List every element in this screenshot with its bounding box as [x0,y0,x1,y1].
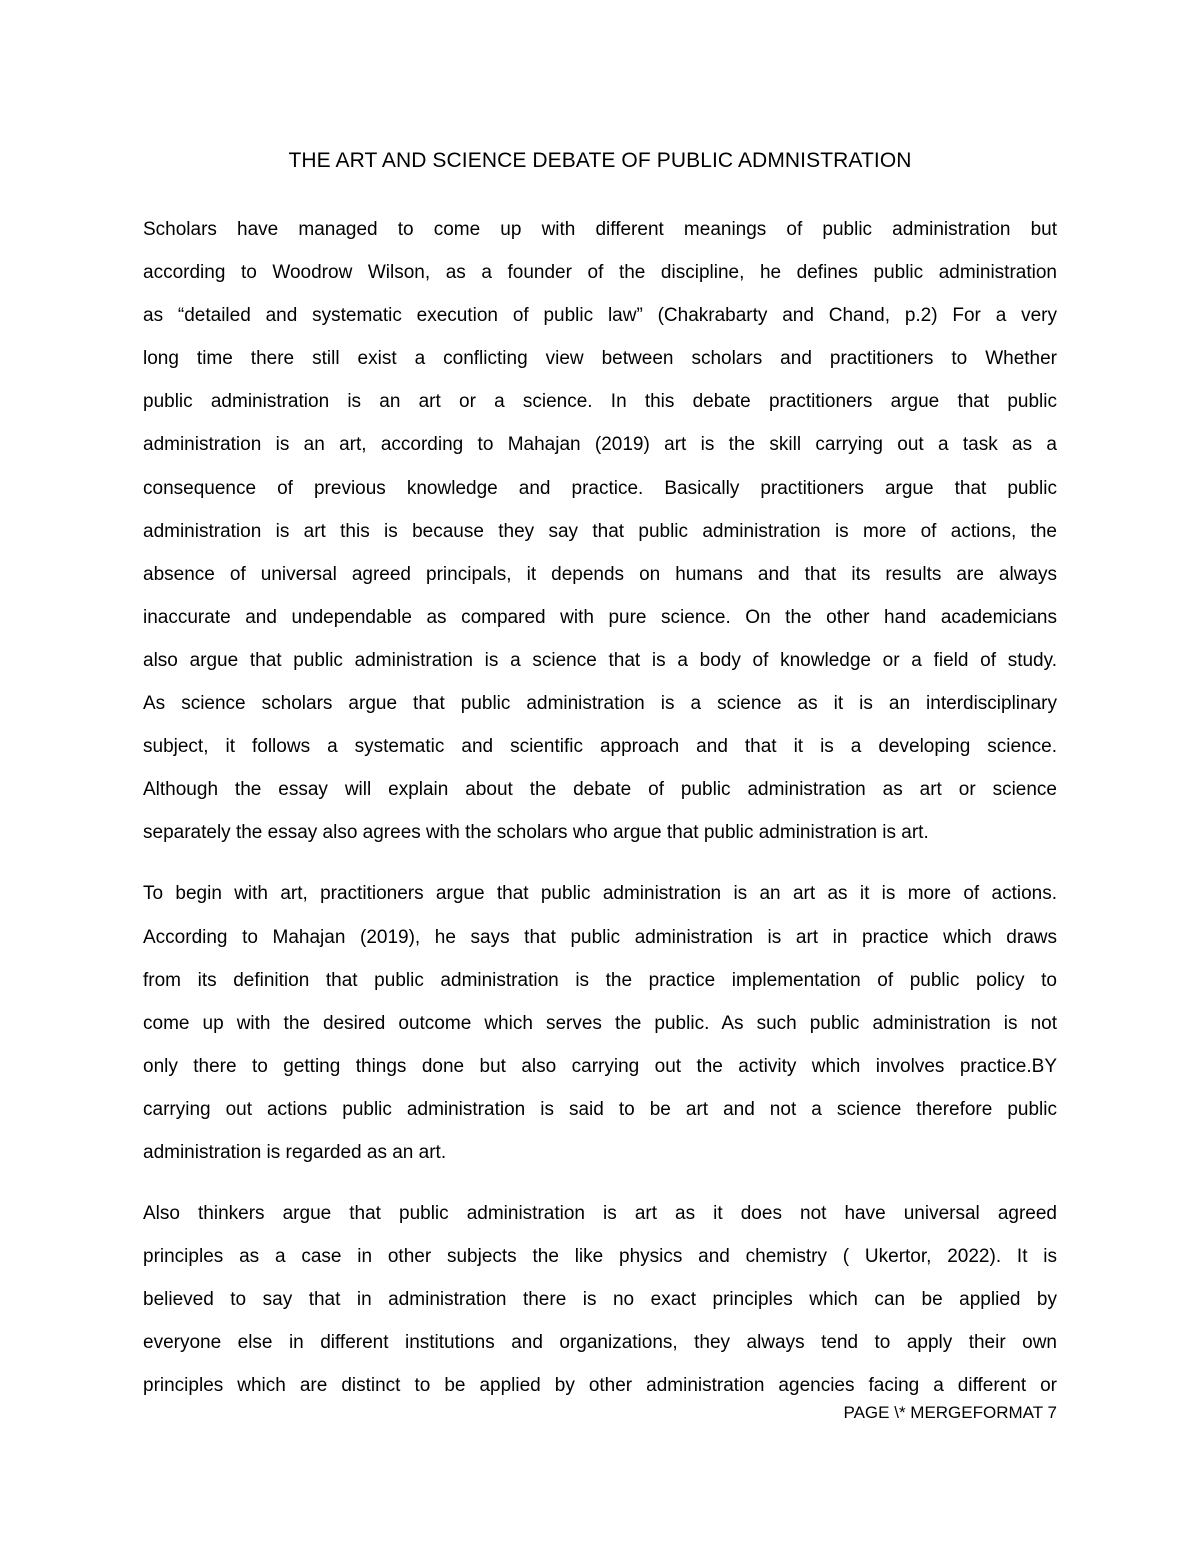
paragraph-1 [143,208,1057,854]
text-line: absence of universal agreed principals, it depends on humans and that its results are always [143,563,1057,585]
text-line: carrying out actions public administration is said to be art and not a science therefore public [143,1098,1057,1120]
text-line: administration is regarded as an art. [143,1141,447,1163]
text-line: principles which are distinct to be applied by other administration agencies facing a different or [143,1375,1057,1397]
text-line: according to Woodrow Wilson, as a founder of the discipline, he defines public administration [143,262,1057,284]
text-line: also argue that public administration is a science that is a body of knowledge or a field of study. [143,649,1057,671]
text-line: To begin with art, practitioners argue that public administration is an art as it is more of actions. [143,883,1057,905]
text-line: According to Mahajan (2019), he says that public administration is art in practice which draws [143,926,1057,948]
paragraph-2 [143,872,1057,1174]
document-body [143,208,1057,1408]
text-line: inaccurate and undependable as compared with pure science. On the other hand academicians [143,606,1057,628]
text-line: separately the essay also agrees with the scholars who argue that public administration is art. [143,822,929,844]
text-line: from its definition that public administration is the practice implementation of public policy to [143,969,1057,991]
text-line: consequence of previous knowledge and practice. Basically practitioners argue that public [143,477,1057,499]
text-line: public administration is an art or a science. In this debate practitioners argue that public [143,391,1057,413]
text-line: believed to say that in administration there is no exact principles which can be applied by [143,1289,1057,1311]
document-title: THE ART AND SCIENCE DEBATE OF PUBLIC ADMNISTRATION [288,149,912,172]
text-line: As science scholars argue that public administration is a science as it is an interdisciplinary [143,693,1057,715]
text-line: principles as a case in other subjects the like physics and chemistry ( Ukertor, 2022). It is [143,1246,1057,1268]
text-line: administration is art this is because they say that public administration is more of actions, the [143,520,1057,542]
text-line: everyone else in different institutions and organizations, they always tend to apply their own [143,1332,1057,1354]
text-line: subject, it follows a systematic and scientific approach and that it is a developing science. [143,736,1057,758]
text-line: Scholars have managed to come up with different meanings of public administration but [143,219,1057,240]
text-line: only there to getting things done but also carrying out the activity which involves practice.BY [143,1055,1057,1077]
text-line: long time there still exist a conflicting view between scholars and practitioners to Whether [143,348,1057,370]
text-line: Also thinkers argue that public administration is art as it does not have universal agreed [143,1203,1057,1225]
page-footer: PAGE \* MERGEFORMAT 7 [843,1403,1057,1422]
text-line: come up with the desired outcome which serves the public. As such public administration is not [143,1012,1057,1034]
text-line: Although the essay will explain about the debate of public administration as art or science [143,779,1057,801]
paragraph-3 [143,1192,1057,1407]
text-line: as “detailed and systematic execution of public law” (Chakrabarty and Chand, p.2) For a very [143,305,1057,327]
text-line: administration is an art, according to Mahajan (2019) art is the skill carrying out a task as a [143,434,1057,456]
